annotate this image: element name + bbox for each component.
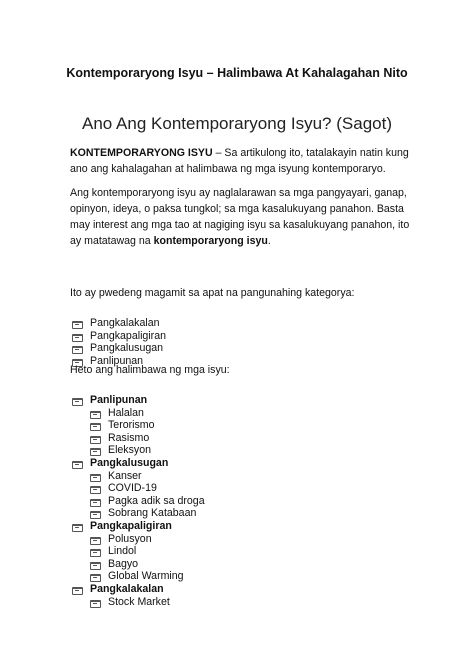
keyboard-bullet-icon: [90, 574, 101, 582]
list-item: [72, 342, 166, 355]
example-category: Pangkapaligiran: [90, 519, 172, 532]
list-item: [90, 407, 205, 420]
definition-paragraph: [70, 185, 415, 249]
example-item: Stock Market: [108, 595, 170, 608]
section-heading: Ano Ang Kontemporaryong Isyu? (Sagot): [82, 114, 392, 133]
example-item: Lindol: [108, 545, 137, 558]
example-item: COVID-19: [108, 482, 157, 495]
keyboard-bullet-icon: [72, 587, 83, 595]
list-item: [90, 596, 205, 609]
keyboard-bullet-icon: [90, 562, 101, 570]
definition-text: Ang kontemporaryong isyu ay naglalarawan sa mga pangyayari, ganap, opinyon, ideya, o paksa tungkol; sa mga kasalukuyang panahon. Basta may interest ang mga tao at nagiging isyu sa kasalukuyang panahon, ito ay matatawag na: [70, 187, 410, 247]
document-title: Kontemporaryong Isyu – Halimbawa At Kahalagahan Nito: [66, 66, 408, 80]
list-item: [90, 419, 205, 432]
examples-intro: Heto ang halimbawa ng mga isyu:: [70, 364, 230, 376]
list-item: [72, 394, 205, 407]
category-label: Pangkalusugan: [90, 342, 164, 355]
example-item: Global Warming: [108, 570, 184, 583]
example-item: Kanser: [108, 469, 142, 482]
definition-end: .: [267, 235, 271, 247]
keyboard-bullet-icon: [90, 423, 101, 431]
keyboard-bullet-icon: [90, 511, 101, 519]
category-list: [72, 317, 166, 367]
example-item: Pagka adik sa droga: [108, 494, 205, 507]
category-label: Pangkalakalan: [90, 317, 160, 329]
keyboard-bullet-icon: [90, 499, 101, 507]
list-item: [72, 457, 205, 470]
category-label: Pangkapaligiran: [90, 329, 166, 342]
example-item: Polusyon: [108, 532, 152, 545]
keyboard-bullet-icon: [72, 334, 83, 342]
list-item: [90, 470, 205, 483]
list-item: [90, 507, 205, 520]
keyboard-bullet-icon: [90, 436, 101, 444]
list-item: [90, 570, 205, 583]
keyboard-bullet-icon: [72, 321, 83, 329]
keyboard-bullet-icon: [90, 486, 101, 494]
keyboard-bullet-icon: [90, 474, 101, 482]
example-category: Pangkalakalan: [90, 582, 164, 595]
keyboard-bullet-icon: [90, 448, 101, 456]
example-item: Rasismo: [108, 431, 150, 444]
example-item: Eleksyon: [108, 444, 151, 457]
keyboard-bullet-icon: [72, 398, 83, 406]
example-item: Halalan: [108, 406, 144, 419]
examples-list: [72, 394, 205, 608]
example-item: Terorismo: [108, 419, 155, 432]
intro-paragraph: [70, 145, 415, 177]
keyboard-bullet-icon: [72, 461, 83, 469]
definition-term: kontemporaryong isyu: [153, 235, 268, 247]
list-item: [90, 495, 205, 508]
example-category: Panlipunan: [90, 394, 148, 406]
example-item: Bagyo: [108, 557, 139, 570]
keyboard-bullet-icon: [90, 549, 101, 557]
keyboard-bullet-icon: [90, 537, 101, 545]
list-item: [72, 583, 205, 596]
list-item: [90, 432, 205, 445]
categories-intro: Ito ay pwedeng magamit sa apat na pangunahing kategorya:: [70, 287, 355, 299]
keyboard-bullet-icon: [90, 411, 101, 419]
list-item: [90, 545, 205, 558]
list-item: [72, 330, 166, 343]
list-item: [90, 533, 205, 546]
list-item: [90, 444, 205, 457]
list-item: [72, 317, 166, 330]
list-item: [90, 482, 205, 495]
keyboard-bullet-icon: [90, 600, 101, 608]
example-item: Sobrang Katabaan: [108, 507, 197, 520]
list-item: [90, 558, 205, 571]
intro-text: – Sa artikulong ito, tatalakayin natin kung ano ang kahalagahan at halimbawa ng mga isyung kontemporaryo.: [70, 147, 409, 175]
intro-term: KONTEMPORARYONG ISYU: [70, 147, 213, 159]
example-category: Pangkalusugan: [90, 456, 169, 469]
keyboard-bullet-icon: [72, 524, 83, 532]
list-item: [72, 520, 205, 533]
keyboard-bullet-icon: [72, 346, 83, 354]
category-label: Panlipunan: [90, 354, 144, 367]
